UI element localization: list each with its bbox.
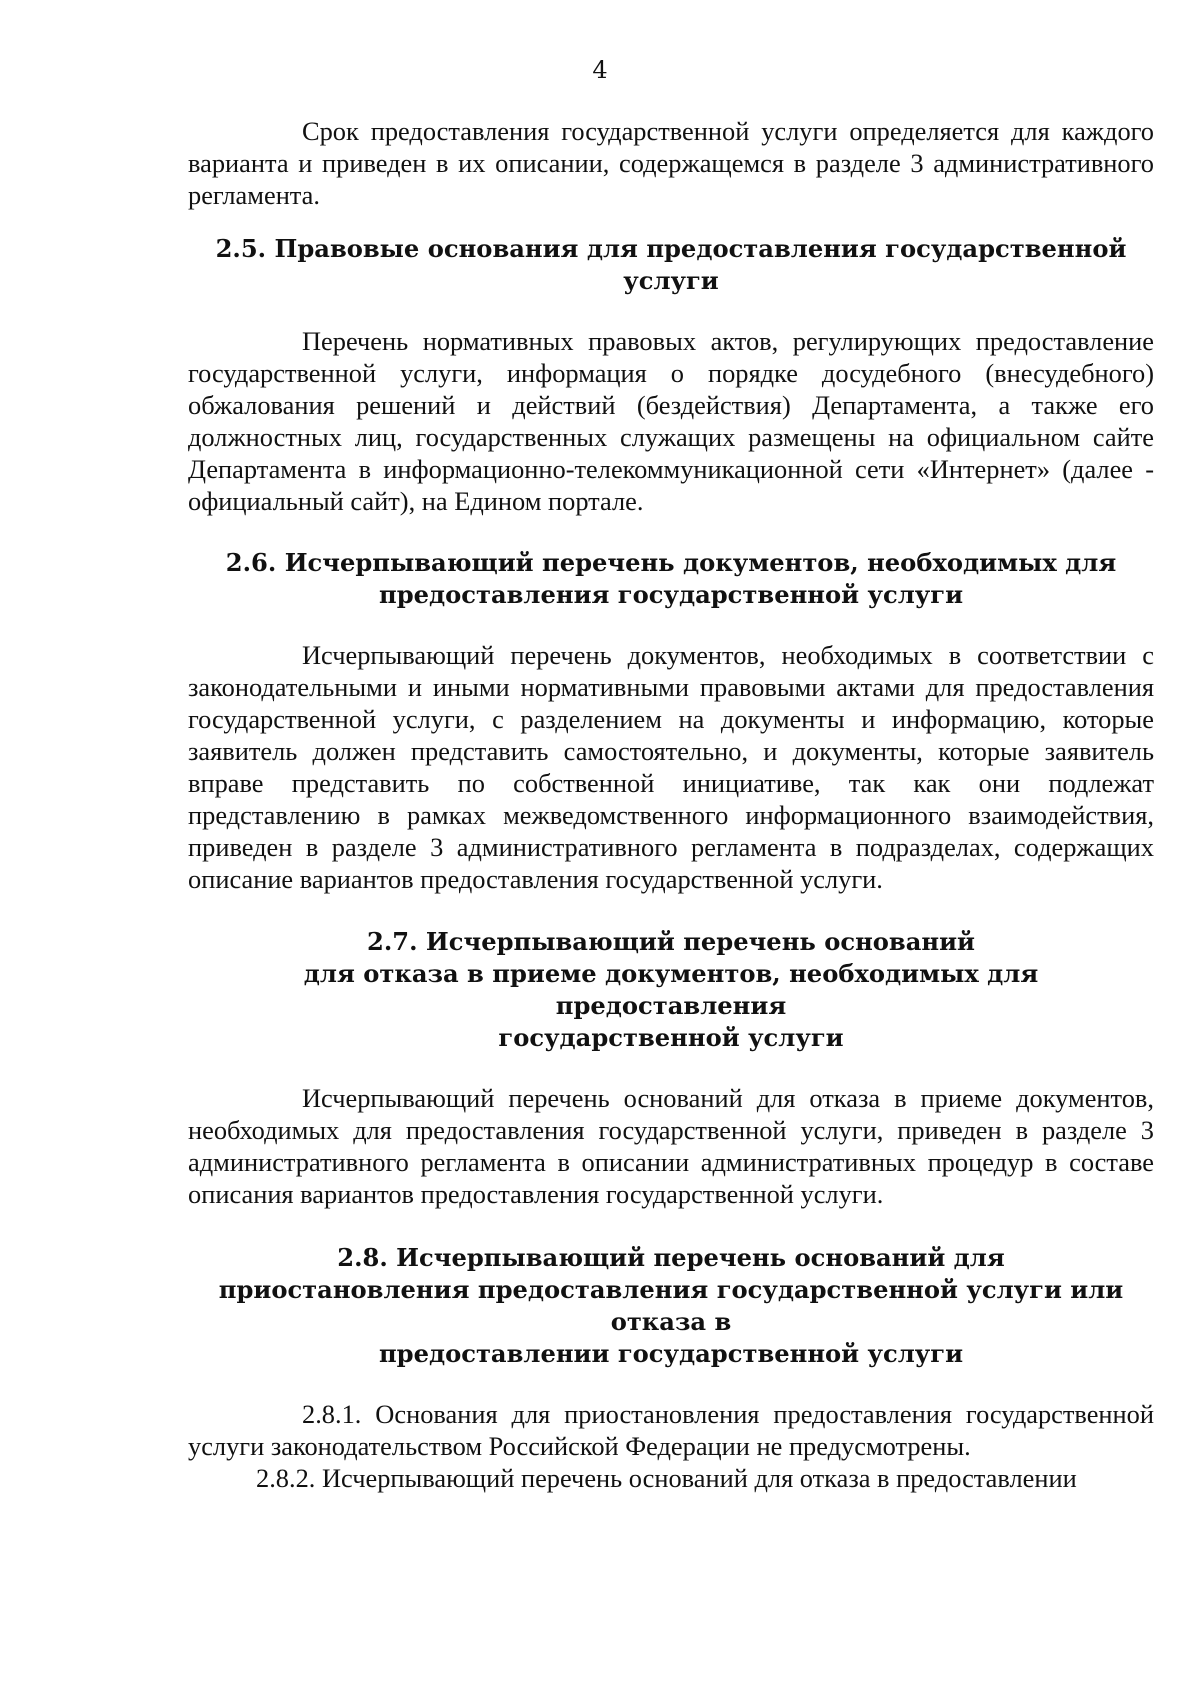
page-number: 4 xyxy=(592,56,608,84)
heading-line: 2.8. Исчерпывающий перечень оснований для xyxy=(337,1243,1005,1272)
paragraph-intro: Срок предоставления государственной услуги определяется для каждого варианта и приведен в их описании, содержащемся в разделе 3 административного регламента. xyxy=(188,116,1154,210)
heading-line: услуги xyxy=(623,266,719,295)
heading-line: предоставления государственной услуги xyxy=(378,580,964,609)
heading-line: предоставлении государственной услуги xyxy=(378,1339,964,1368)
heading-line: приостановления предоставления государственной услуги или отказа в xyxy=(218,1275,1124,1336)
paragraph-2-5: Перечень нормативных правовых актов, регулирующих предоставление государственной услуги, информация о порядке досудебного (внесудебного) обжалования решений и действий (бездействия) Департамента, а также его должностных лиц, государственных служащих размещены на официальном сайте Департамента в информационно-телекоммуникационной сети «Интернет» (далее - официальный сайт), на Едином портале. xyxy=(188,326,1154,516)
document-body xyxy=(188,115,1154,1494)
paragraph-2-7: Исчерпывающий перечень оснований для отказа в приеме документов, необходимых для предоставления государственной услуги, приведен в разделе 3 административного регламента в описании административных процедур в составе описания вариантов предоставления государственной услуги. xyxy=(188,1083,1154,1209)
heading-line: для отказа в приеме документов, необходимых для предоставления xyxy=(303,959,1039,1020)
heading-line: 2.7. Исчерпывающий перечень оснований xyxy=(367,927,975,956)
heading-line: 2.6. Исчерпывающий перечень документов, необходимых для xyxy=(225,548,1117,577)
heading-2-8 xyxy=(188,1242,1154,1370)
heading-line: государственной услуги xyxy=(498,1023,844,1052)
heading-2-5 xyxy=(188,233,1154,297)
paragraph-2-8-1: 2.8.1. Основания для приостановления предоставления государственной услуги законодательством Российской Федерации не предусмотрены. xyxy=(188,1399,1154,1461)
heading-2-6 xyxy=(188,547,1154,611)
heading-line: 2.5. Правовые основания для предоставления государственной xyxy=(215,234,1127,263)
paragraph-2-6: Исчерпывающий перечень документов, необходимых в соответствии с законодательными и иными нормативными правовыми актами для предоставления государственной услуги, с разделением на документы и информацию, которые заявитель должен представить самостоятельно, и документы, которые заявитель вправе представить по собственной инициативе, так как они подлежат представлению в рамках межведомственного информационного взаимодействия, приведен в разделе 3 административного регламента в подразделах, содержащих описание вариантов предоставления государственной услуги. xyxy=(188,640,1154,894)
heading-2-7 xyxy=(188,926,1154,1054)
paragraph-2-8-2: 2.8.2. Исчерпывающий перечень оснований для отказа в предоставлении xyxy=(256,1463,1077,1493)
